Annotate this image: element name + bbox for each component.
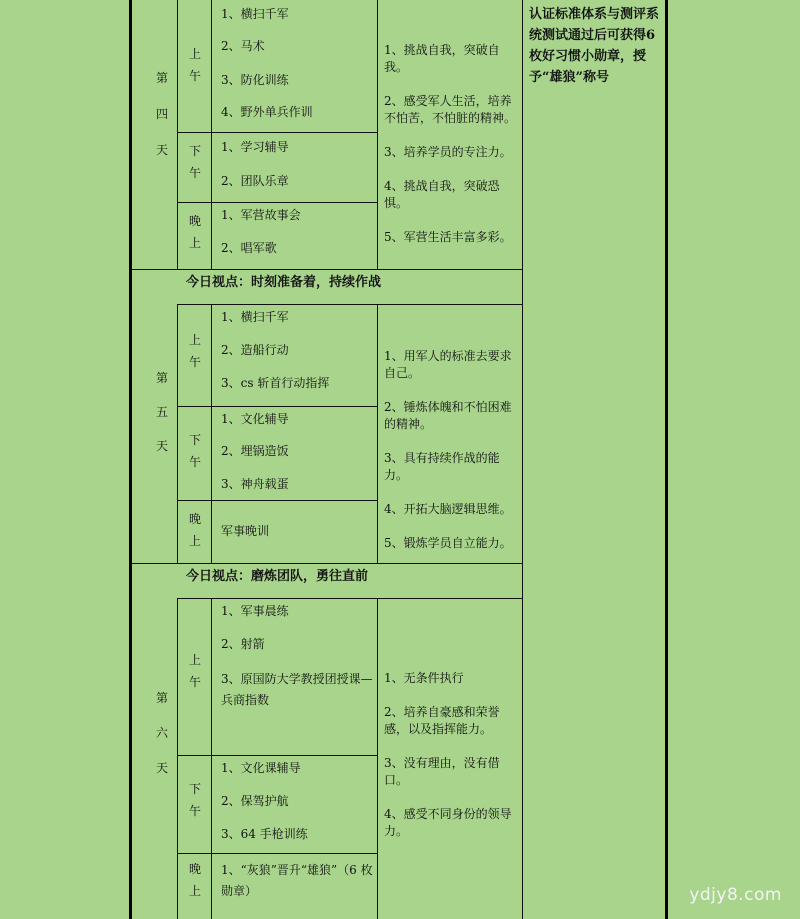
morning-label: 上 午 [188, 653, 201, 689]
day-label: 第 六 天 [155, 691, 168, 775]
day-motto: 今日视点：磨炼团队，勇往直前 [186, 569, 369, 584]
row-divider [132, 269, 522, 270]
col-divider [211, 304, 212, 563]
activity-item: 1、文化辅导 [221, 412, 289, 426]
evening-label: 晚 上 [188, 214, 201, 250]
activity-item: 2、马术 [221, 39, 265, 53]
col-divider [177, 0, 178, 269]
morning-label: 上 午 [188, 333, 201, 369]
activity-item: 3、原国防大学教授团授课—兵商指数 [221, 672, 373, 707]
col-divider [377, 304, 378, 563]
activity-item: 1、文化课辅导 [221, 761, 301, 775]
activity-item: 1、“灰狼”晋升“雄狼”（6 枚勋章） [221, 863, 373, 898]
afternoon-label: 下 午 [188, 782, 201, 818]
activity-item: 2、团队乐章 [221, 174, 289, 188]
activity-item: 3、64 手枪训练 [221, 827, 308, 841]
activity-item: 2、埋锅造饭 [221, 444, 289, 458]
col-divider [177, 304, 178, 563]
activity-item: 2、保驾护航 [221, 794, 289, 808]
activity-item: 2、唱军歌 [221, 241, 277, 255]
row-divider [177, 500, 377, 501]
afternoon-label: 下 午 [188, 144, 201, 180]
col-divider [377, 598, 378, 919]
row-divider [177, 406, 377, 407]
evening-label: 晚 上 [188, 512, 201, 548]
activity-item: 1、学习辅导 [221, 140, 289, 154]
col-divider [377, 0, 378, 269]
certification-note: 认证标准体系与测评系统测试通过后可获得6枚好习惯小勋章，授予“雄狼”称号 [529, 7, 660, 85]
goals-list: 1、用军人的标准去要求自己。 2、锤炼体魄和不怕困难的精神。 3、具有持续作战的能力。 4、开拓大脑逻辑思维。 5、锻炼学员自立能力。 [384, 349, 512, 550]
activity-item: 3、防化训练 [221, 73, 289, 87]
row-divider [177, 755, 377, 756]
day-label: 第 五 天 [155, 371, 168, 453]
activity-item: 1、军营故事会 [221, 208, 301, 222]
row-divider [177, 132, 377, 133]
afternoon-label: 下 午 [188, 433, 201, 469]
morning-label: 上 午 [188, 47, 201, 83]
row-divider [177, 598, 522, 599]
goals-list: 1、无条件执行 2、培养自豪感和荣誉感，以及指挥能力。 3、没有理由，没有借口。 4、感受不同身份的领导力。 [384, 671, 512, 838]
activity-item: 3、cs 斩首行动指挥 [221, 376, 330, 390]
activity-item: 1、军事晨练 [221, 604, 289, 618]
watermark: ydjy8.com [689, 885, 782, 905]
col-divider [211, 598, 212, 919]
day-motto: 今日视点：时刻准备着，持续作战 [186, 275, 382, 290]
activity-item: 3、神舟载蛋 [221, 477, 289, 491]
col-divider [177, 598, 178, 919]
activity-item: 4、野外单兵作训 [221, 105, 313, 119]
activity-item: 1、横扫千军 [221, 7, 289, 21]
activity-item: 2、射箭 [221, 637, 265, 651]
row-divider [177, 853, 377, 854]
activity-item: 军事晚训 [221, 524, 270, 538]
row-divider [177, 202, 377, 203]
row-divider [177, 304, 522, 305]
activity-item: 1、横扫千军 [221, 310, 289, 324]
day-label: 第 四 天 [155, 71, 168, 157]
col-divider [211, 0, 212, 269]
goals-list: 1、挑战自我，突破自我。 2、感受军人生活，培养不怕苦，不怕脏的精神。 3、培养学员的专注力。 4、挑战自我，突破恐惧。 5、军营生活丰富多彩。 [384, 43, 517, 244]
activity-item: 2、造船行动 [221, 343, 289, 357]
evening-label: 晚 上 [188, 862, 201, 898]
col-divider [522, 0, 523, 919]
